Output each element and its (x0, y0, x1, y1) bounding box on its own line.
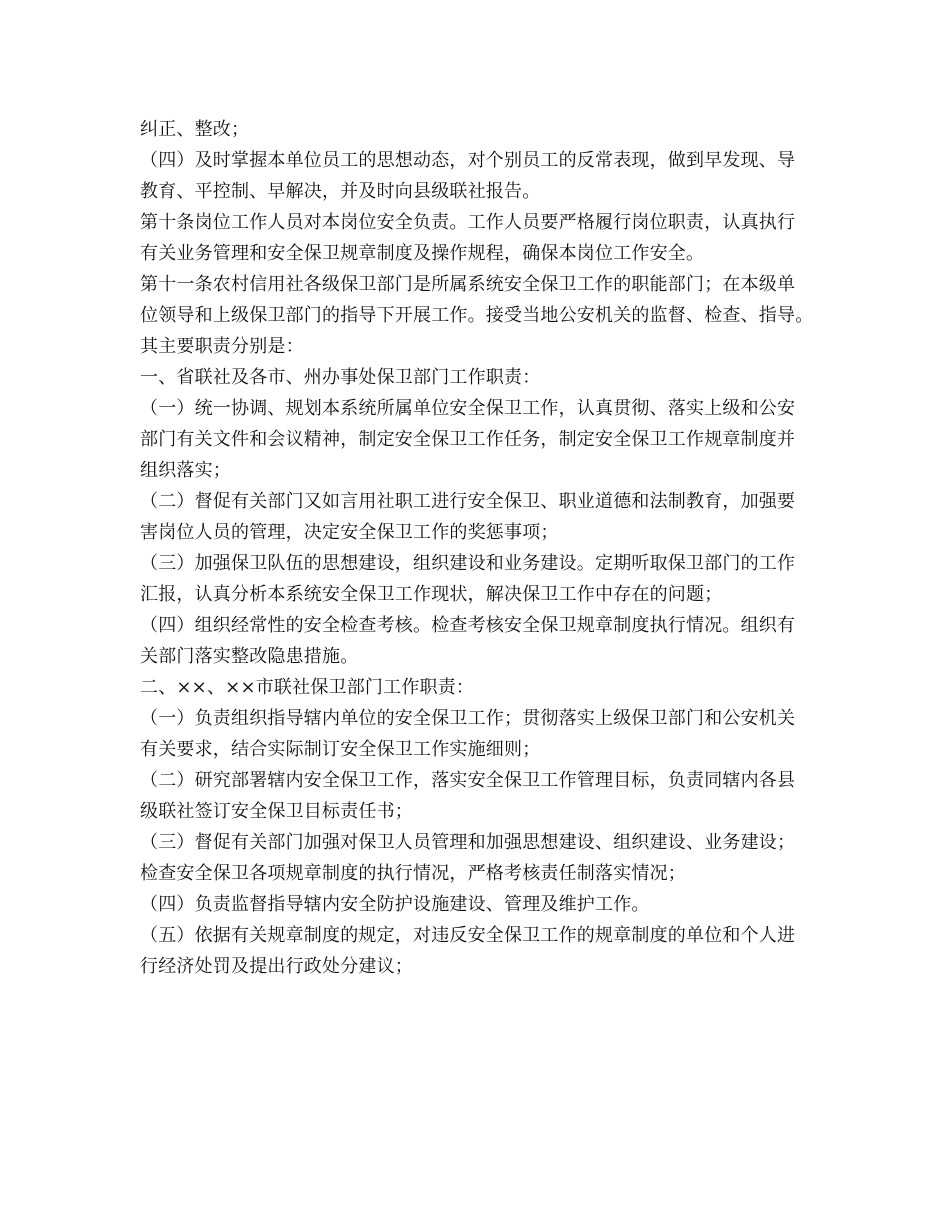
text-line: 二、××、××市联社保卫部门工作职责： (140, 677, 475, 698)
text-line: 纠正、整改； (140, 119, 250, 140)
text-line: （二）研究部署辖内安全保卫工作，落实安全保卫工作管理目标，负责同辖内各县 (140, 770, 796, 791)
text-line: 检查安全保卫各项规章制度的执行情况，严格考核责任制落实情况； (140, 863, 686, 884)
text-line: （一）统一协调、规划本系统所属单位安全保卫工作，认真贯彻、落实上级和公安 (140, 398, 796, 419)
text-line: （五）依据有关规章制度的规定，对违反安全保卫工作的规章制度的单位和个人进 (140, 925, 796, 946)
text-line: 教育、平控制、早解决，并及时向县级联社报告。 (140, 181, 541, 202)
text-line: 一、省联社及各市、州办事处保卫部门工作职责： (140, 367, 541, 388)
text-line: 其主要职责分别是： (140, 336, 304, 357)
text-line: （三）督促有关部门加强对保卫人员管理和加强思想建设、组织建设、业务建设； (140, 832, 796, 853)
text-line: 第十一条农村信用社各级保卫部门是所属系统安全保卫工作的职能部门；在本级单 (140, 274, 796, 295)
text-line: 害岗位人员的管理，决定安全保卫工作的奖惩事项； (140, 522, 559, 543)
text-line: （四）负责监督指导辖内安全防护设施建设、管理及维护工作。 (140, 894, 650, 915)
text-line: 汇报，认真分析本系统安全保卫工作现状，解决保卫工作中存在的问题； (140, 584, 723, 605)
text-line: （二）督促有关部门又如言用社职工进行安全保卫、职业道德和法制教育，加强要 (140, 491, 796, 512)
text-line: （三）加强保卫队伍的思想建设，组织建设和业务建设。定期听取保卫部门的工作 (140, 553, 796, 574)
document-body (140, 114, 830, 982)
text-line: 级联社签订安全保卫目标责任书； (140, 801, 413, 822)
text-line: 组织落实； (140, 460, 231, 481)
text-line: （四）组织经常性的安全检查考核。检查考核安全保卫规章制度执行情况。组织有 (140, 615, 796, 636)
text-line: 位领导和上级保卫部门的指导下开展工作。接受当地公安机关的监督、检查、指导。 (140, 305, 814, 326)
text-line: 有关要求，结合实际制订安全保卫工作实施细则； (140, 739, 541, 760)
text-line: 有关业务管理和安全保卫规章制度及操作规程，确保本岗位工作安全。 (140, 243, 705, 264)
text-line: （一）负责组织指导辖内单位的安全保卫工作；贯彻落实上级保卫部门和公安机关 (140, 708, 796, 729)
text-line: （四）及时掌握本单位员工的思想动态，对个别员工的反常表现，做到早发现、导 (140, 150, 796, 171)
text-line: 行经济处罚及提出行政处分建议； (140, 956, 413, 977)
text-line: 第十条岗位工作人员对本岗位安全负责。工作人员要严格履行岗位职责，认真执行 (140, 212, 796, 233)
text-line: 部门有关文件和会议精神，制定安全保卫工作任务，制定安全保卫工作规章制度并 (140, 429, 796, 450)
text-line: 关部门落实整改隐患措施。 (140, 646, 359, 667)
